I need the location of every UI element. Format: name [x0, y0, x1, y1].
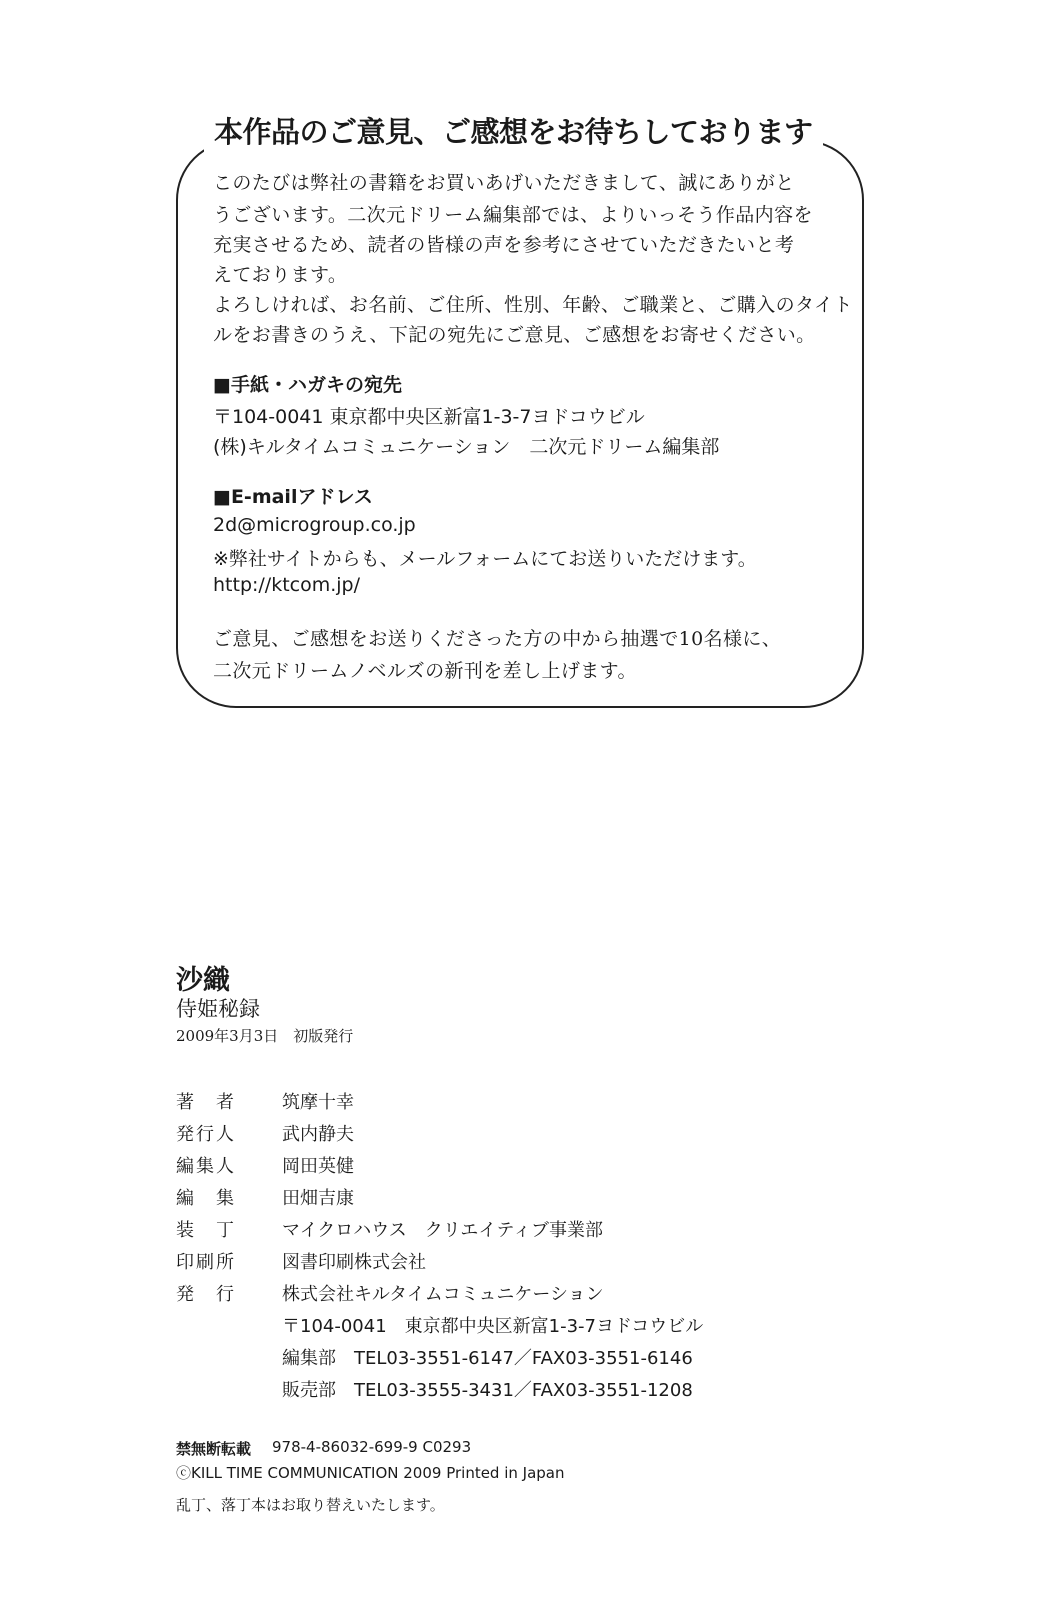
credit-value: 武内静夫	[282, 1124, 354, 1145]
email-heading: ■E-mailアドレス	[213, 486, 373, 508]
book-title: 沙織	[176, 965, 230, 996]
credit-label: 発 行	[176, 1284, 236, 1305]
closing-line: 二次元ドリームノベルズの新刊を差し上げます。	[213, 660, 637, 682]
intro-line: よろしければ、お名前、ご住所、性別、年齢、ご職業と、ご購入のタイト	[213, 294, 853, 316]
publish-date: 2009年3月3日 初版発行	[176, 1027, 354, 1045]
credit-label: 装 丁	[176, 1220, 236, 1241]
publisher-sales-contact: 販売部 TEL03-3555-3431／FAX03-3551-1208	[282, 1380, 693, 1401]
credit-value: 岡田英健	[282, 1156, 354, 1177]
intro-line: 充実させるため、読者の皆様の声を参考にさせていただきたいと考	[213, 234, 795, 256]
credit-value: 田畑吉康	[282, 1188, 354, 1209]
book-subtitle: 侍姫秘録	[176, 997, 260, 1021]
email-note: ※弊社サイトからも、メールフォームにてお送りいただけます。	[213, 548, 757, 570]
intro-line: このたびは弊社の書籍をお買いあげいただきまして、誠にありがと	[213, 172, 795, 194]
copyright: ⓒKILL TIME COMMUNICATION 2009 Printed in Japan	[176, 1464, 565, 1482]
mail-heading: ■手紙・ハガキの宛先	[213, 374, 402, 396]
isbn: 978-4-86032-699-9 C0293	[272, 1438, 472, 1456]
email-address[interactable]: 2d@microgroup.co.jp	[213, 514, 416, 536]
credit-label: 著 者	[176, 1092, 236, 1113]
mail-recipient-line: (株)キルタイムコミュニケーション 二次元ドリーム編集部	[213, 436, 720, 458]
credit-label: 編集人	[176, 1156, 236, 1177]
isbn-label: 禁無断転載	[176, 1440, 252, 1458]
credit-value: 図書印刷株式会社	[282, 1252, 426, 1273]
credit-label: 発行人	[176, 1124, 236, 1145]
credit-value: マイクロハウス クリエイティブ事業部	[282, 1220, 603, 1241]
credit-label: 印刷所	[176, 1252, 236, 1273]
replacement-notice: 乱丁、落丁本はお取り替えいたします。	[176, 1496, 445, 1514]
intro-line: ルをお書きのうえ、下記の宛先にご意見、ご感想をお寄せください。	[213, 324, 816, 346]
feedback-box-title: 本作品のご意見、ご感想をお待ちしております	[204, 112, 823, 152]
credit-value: 筑摩十幸	[282, 1092, 354, 1113]
website-link[interactable]: http://ktcom.jp/	[213, 574, 361, 596]
publisher-address: 〒104-0041 東京都中央区新富1-3-7ヨドコウビル	[282, 1316, 704, 1337]
closing-line: ご意見、ご感想をお送りくださった方の中から抽選で10名様に、	[213, 628, 782, 650]
mail-address-line: 〒104-0041 東京都中央区新富1-3-7ヨドコウビル	[213, 406, 645, 428]
intro-line: うございます。二次元ドリーム編集部では、よりいっそう作品内容を	[213, 204, 813, 226]
credit-value: 株式会社キルタイムコミュニケーション	[282, 1284, 604, 1305]
publisher-editorial-contact: 編集部 TEL03-3551-6147／FAX03-3551-6146	[282, 1348, 693, 1369]
intro-line: えております。	[213, 264, 348, 286]
credit-label: 編 集	[176, 1188, 236, 1209]
